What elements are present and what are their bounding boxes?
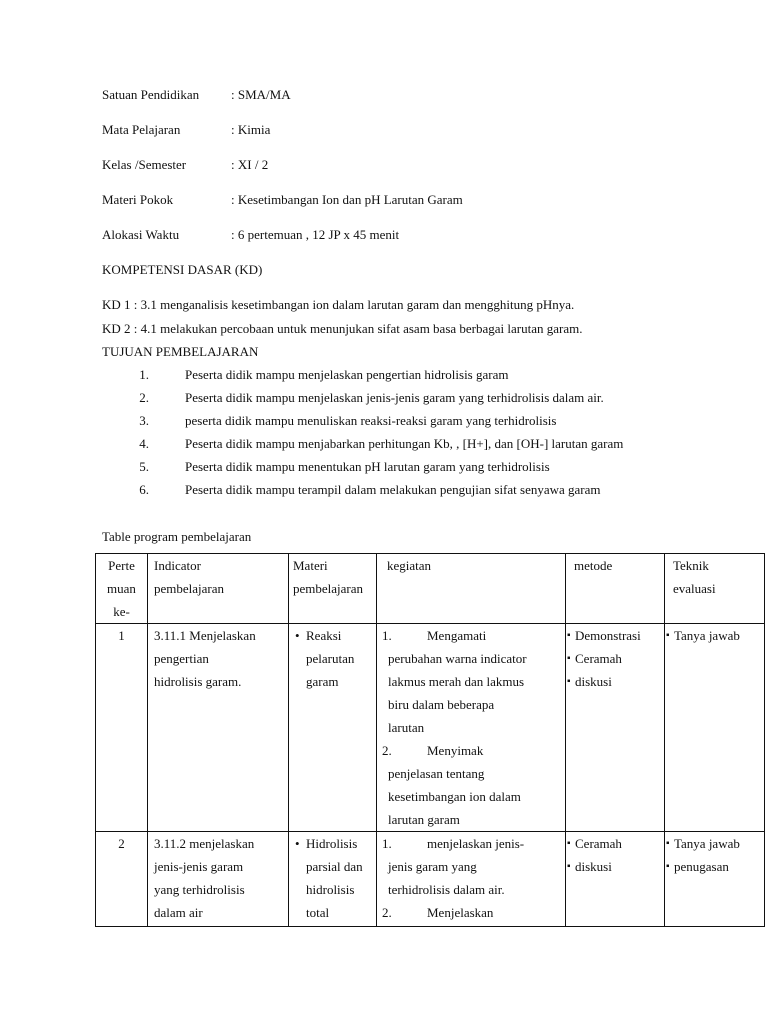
cell-materi <box>289 624 377 832</box>
cell-text: Tanya jawab <box>674 836 740 851</box>
materi-list <box>293 832 376 924</box>
header-text: pembelajaran <box>293 581 364 596</box>
cell-text: penugasan <box>674 859 729 874</box>
list-item <box>382 739 565 831</box>
list-item <box>567 670 664 693</box>
identity-label: Alokasi Waktu <box>102 227 180 242</box>
cell-text: lakmus merah dan lakmus <box>388 674 525 689</box>
cell-text: biru dalam beberapa <box>388 697 495 712</box>
cell-indicator <box>148 624 289 832</box>
cell-text: Menjelaskan <box>427 905 494 920</box>
header-indicator <box>148 554 289 624</box>
cell-text: parsial dan <box>306 859 363 874</box>
cell-text: Ceramah <box>575 651 622 666</box>
cell-kegiatan <box>377 832 566 927</box>
cell-text: jenis garam yang <box>388 859 477 874</box>
list-number: 1. <box>382 628 392 643</box>
tujuan-text: peserta didik mampu menuliskan reaksi-reaksi garam yang terhidrolisis <box>185 413 557 428</box>
square-bullet-icon: ▪ <box>567 676 571 687</box>
header-text: Perte <box>108 558 135 573</box>
tujuan-number: 1. <box>139 367 149 382</box>
header-text: ke- <box>113 604 130 619</box>
cell-text: 3.11.2 menjelaskan <box>154 836 255 851</box>
cell-metode <box>566 832 665 927</box>
cell-text: Menyimak <box>427 743 484 758</box>
cell-text: larutan garam <box>388 812 460 827</box>
cell-pertemuan: 2 <box>96 832 148 927</box>
teknik-list <box>666 624 764 647</box>
tujuan-text: Peserta didik mampu menjelaskan jenis-jenis garam yang terhidrolisis dalam air. <box>185 390 604 405</box>
kd-item-2: KD 2 : 4.1 melakukan percobaan untuk menunjukan sifat asam basa berbagai larutan garam. <box>102 321 583 336</box>
cell-text: Demonstrasi <box>575 628 641 643</box>
kegiatan-list <box>382 624 565 831</box>
square-bullet-icon: ▪ <box>666 838 670 849</box>
list-item <box>293 832 376 924</box>
cell-text: hidrolisis garam. <box>154 674 242 689</box>
metode-list <box>567 832 664 878</box>
header-teknik <box>665 554 765 624</box>
cell-text: diskusi <box>575 859 612 874</box>
list-number: 1. <box>382 836 392 851</box>
list-item <box>567 647 664 670</box>
list-item <box>567 624 664 647</box>
cell-pertemuan: 1 <box>96 624 148 832</box>
list-item <box>666 832 764 855</box>
cell-text: 3.11.1 Menjelaskan <box>154 628 256 643</box>
tujuan-heading: TUJUAN PEMBELAJARAN <box>102 344 259 359</box>
header-text: Materi <box>293 558 328 573</box>
list-item <box>567 832 664 855</box>
cell-materi <box>289 832 377 927</box>
square-bullet-icon: ▪ <box>567 653 571 664</box>
tujuan-number: 6. <box>139 482 149 497</box>
square-bullet-icon: ▪ <box>567 838 571 849</box>
identity-label: Materi Pokok <box>102 192 174 207</box>
cell-text: yang terhidrolisis <box>154 882 245 897</box>
header-text: evaluasi <box>673 581 716 596</box>
header-pertemuan <box>96 554 148 624</box>
tujuan-number: 4. <box>139 436 149 451</box>
identity-value: : XI / 2 <box>231 157 269 172</box>
header-text: kegiatan <box>387 558 432 573</box>
metode-list <box>567 624 664 693</box>
cell-text: pengertian <box>154 651 209 666</box>
cell-indicator <box>148 832 289 927</box>
header-kegiatan <box>377 554 566 624</box>
square-bullet-icon: ▪ <box>567 630 571 641</box>
table-title: Table program pembelajaran <box>102 529 252 544</box>
list-item <box>293 624 376 693</box>
cell-text: perubahan warna indicator <box>388 651 527 666</box>
header-materi <box>289 554 377 624</box>
cell-text: total <box>306 905 330 920</box>
list-item <box>382 901 565 924</box>
table-row <box>96 832 765 927</box>
identity-label: Kelas /Semester <box>102 157 187 172</box>
cell-text: diskusi <box>575 674 612 689</box>
header-text: muan <box>107 581 136 596</box>
tujuan-text: Peserta didik mampu terampil dalam melakukan pengujian sifat senyawa garam <box>185 482 601 497</box>
cell-text: dalam air <box>154 905 203 920</box>
tujuan-number: 2. <box>139 390 149 405</box>
identity-value: : SMA/MA <box>231 87 291 102</box>
cell-text: Tanya jawab <box>674 628 740 643</box>
header-text: pembelajaran <box>154 581 225 596</box>
cell-text: kesetimbangan ion dalam <box>388 789 521 804</box>
program-table <box>95 553 765 927</box>
cell-metode <box>566 624 665 832</box>
identity-label: Satuan Pendidikan <box>102 87 200 102</box>
list-item <box>666 855 764 878</box>
cell-text: Mengamati <box>427 628 487 643</box>
cell-text: Ceramah <box>575 836 622 851</box>
cell-text: hidrolisis <box>306 882 355 897</box>
cell-kegiatan <box>377 624 566 832</box>
materi-list <box>293 624 376 693</box>
bullet-icon: • <box>295 836 300 851</box>
cell-text: terhidrolisis dalam air. <box>388 882 505 897</box>
header-metode <box>566 554 665 624</box>
identity-value: : Kimia <box>231 122 271 137</box>
cell-teknik <box>665 624 765 832</box>
cell-text: pelarutan <box>306 651 355 666</box>
tujuan-text: Peserta didik mampu menjabarkan perhitungan Kb, , [H+], dan [OH-] larutan garam <box>185 436 624 451</box>
identity-value: : 6 pertemuan , 12 JP x 45 menit <box>231 227 400 242</box>
identity-value: : Kesetimbangan Ion dan pH Larutan Garam <box>231 192 463 207</box>
bullet-icon: • <box>295 628 300 643</box>
header-text: metode <box>574 558 613 573</box>
tujuan-text: Peserta didik mampu menentukan pH larutan garam yang terhidrolisis <box>185 459 550 474</box>
teknik-list <box>666 832 764 878</box>
list-item <box>382 624 565 739</box>
header-text: Teknik <box>673 558 709 573</box>
square-bullet-icon: ▪ <box>666 630 670 641</box>
cell-text: garam <box>306 674 339 689</box>
cell-text: Reaksi <box>306 628 342 643</box>
list-number: 2. <box>382 743 392 758</box>
table-header-row <box>96 554 765 624</box>
cell-text: Hidrolisis <box>306 836 358 851</box>
list-item <box>382 832 565 901</box>
list-item <box>666 624 764 647</box>
kegiatan-list <box>382 832 565 924</box>
cell-text: penjelasan tentang <box>388 766 485 781</box>
square-bullet-icon: ▪ <box>666 861 670 872</box>
header-text: Indicator <box>154 558 201 573</box>
list-number: 2. <box>382 905 392 920</box>
tujuan-number: 5. <box>139 459 149 474</box>
cell-text: menjelaskan jenis- <box>427 836 525 851</box>
cell-text: larutan <box>388 720 425 735</box>
kd-heading: KOMPETENSI DASAR (KD) <box>102 262 263 277</box>
tujuan-number: 3. <box>139 413 149 428</box>
identity-label: Mata Pelajaran <box>102 122 181 137</box>
kd-item-1: KD 1 : 3.1 menganalisis kesetimbangan ion dalam larutan garam dan mengghitung pHnya. <box>102 297 575 312</box>
list-item <box>567 855 664 878</box>
cell-text: jenis-jenis garam <box>154 859 244 874</box>
tujuan-text: Peserta didik mampu menjelaskan pengertian hidrolisis garam <box>185 367 509 382</box>
square-bullet-icon: ▪ <box>567 861 571 872</box>
cell-teknik <box>665 832 765 927</box>
table-row <box>96 624 765 832</box>
